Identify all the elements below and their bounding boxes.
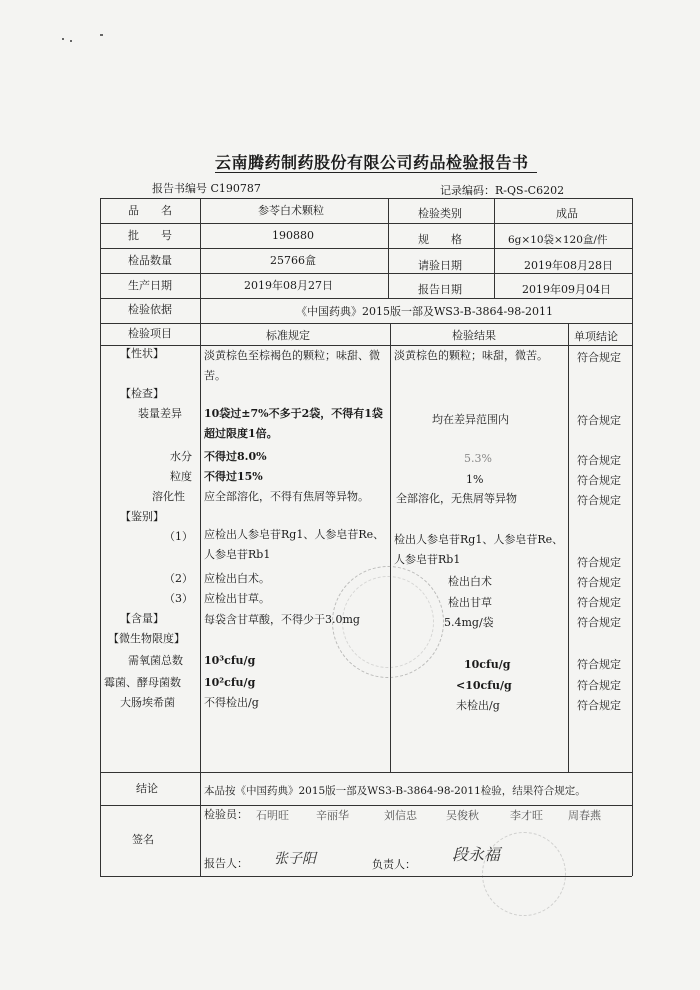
result-jb1: 检出人参皂苷Rg1、人参皂苷Re、人参皂苷Rb1 (394, 533, 564, 566)
result-xingzhuang: 淡黄棕色的颗粒；味甜，微苦。 (394, 349, 548, 362)
result-shuifen: 5.3% (464, 452, 492, 465)
result-jb3: 检出甘草 (448, 596, 492, 609)
reporter-label: 报告人： (204, 857, 248, 870)
conclusion-lidu: 符合规定 (577, 474, 621, 487)
standard-hanliang: 每袋含甘草酸，不得少于3.0mg (204, 613, 360, 626)
result-dachang: 未检出/g (456, 699, 500, 712)
conclusion-zhuangliang: 符合规定 (577, 414, 621, 427)
scan-speck (100, 34, 103, 36)
conclusion-label: 结论 (136, 782, 158, 795)
conclusion-shuifen: 符合规定 (577, 454, 621, 467)
signature-label: 签名 (132, 833, 154, 846)
conclusion-jb3: 符合规定 (577, 596, 621, 609)
title-underline (215, 172, 537, 173)
grid-line (568, 323, 569, 772)
table-border-top (100, 198, 632, 199)
standard-xuyang: 10³cfu/g (204, 654, 256, 667)
basis-value: 《中国药典》2015版一部及WS3-B-3864-98-2011 (296, 305, 553, 318)
result-zhuangliang: 均在差异范围内 (432, 413, 509, 426)
request-date-value: 2019年08月28日 (524, 259, 613, 272)
grid-line (100, 273, 632, 274)
grid-line (100, 298, 632, 299)
conclusion-text: 本品按《中国药典》2015版一部及WS3-B-3864-98-2011检验，结果符合规定。 (204, 785, 586, 797)
inspector-name: 李才旺 (510, 809, 543, 822)
section-weishengwu: 【微生物限度】 (108, 632, 185, 645)
standard-jb1: 应检出人参皂苷Rg1、人参皂苷Re、人参皂苷Rb1 (204, 528, 385, 561)
standard-jb3: 应检出甘草。 (204, 592, 270, 605)
item-xuyang: 需氧菌总数 (128, 654, 183, 667)
result-jb2: 检出白术 (448, 575, 492, 588)
inspectors-label: 检验员： (204, 808, 248, 821)
standard-xingzhuang: 淡黄棕色至棕褐色的颗粒；味甜、微苦。 (204, 349, 380, 382)
conclusion-jb2: 符合规定 (577, 576, 621, 589)
item-jb3: （3） (164, 592, 193, 605)
conclusion-jb1: 符合规定 (577, 556, 621, 569)
item-meijun: 霉菌、酵母菌数 (104, 676, 181, 689)
column-header-result: 检验结果 (452, 329, 496, 342)
item-rongxing: 溶化性 (152, 490, 185, 503)
inspector-name: 吴俊秋 (446, 809, 479, 822)
table-border-right (632, 198, 633, 876)
production-date-label: 生产日期 (128, 279, 172, 292)
report-number: 报告书编号 C190787 (152, 182, 261, 195)
inspector-name: 辛丽华 (316, 809, 349, 822)
standard-meijun: 10²cfu/g (204, 676, 256, 689)
item-lidu: 粒度 (170, 470, 192, 483)
spec-label: 规 格 (418, 233, 462, 246)
scan-speck (70, 40, 72, 42)
conclusion-xuyang: 符合规定 (577, 658, 621, 671)
grid-line (494, 198, 495, 298)
standard-lidu: 不得过15% (204, 470, 263, 483)
standard-zhuangliang: 10袋过±7%不多于2袋，不得有1袋超过限度1倍。 (204, 407, 383, 440)
record-number: 记录编码：R-QS-C6202 (440, 184, 565, 197)
grid-line (200, 772, 201, 876)
quantity-label: 检品数量 (128, 254, 172, 267)
document-title: 云南腾药制药股份有限公司药品检验报告书 (215, 153, 529, 172)
result-lidu: 1% (466, 473, 484, 486)
grid-line (100, 805, 632, 806)
batch-value: 190880 (272, 229, 314, 242)
basis-label: 检验依据 (128, 303, 172, 316)
inspector-name: 石明旺 (256, 809, 289, 822)
inspector-name: 刘信忠 (384, 809, 417, 822)
conclusion-meijun: 符合规定 (577, 679, 621, 692)
company-stamp (482, 832, 566, 916)
result-rongxing: 全部溶化，无焦屑等异物 (396, 492, 517, 505)
reporter-signature: 张子阳 (274, 851, 316, 867)
product-label: 品 名 (128, 204, 172, 217)
grid-line (200, 323, 201, 772)
responsible-label: 负责人： (372, 858, 416, 871)
grid-line (100, 772, 632, 773)
column-header-item: 检验项目 (128, 327, 172, 340)
responsible-signature: 段永福 (452, 845, 501, 864)
standard-dachang: 不得检出/g (204, 696, 259, 709)
result-hanliang: 5.4mg/袋 (444, 616, 494, 629)
conclusion-xingzhuang: 符合规定 (577, 351, 621, 364)
conclusion-dachang: 符合规定 (577, 699, 621, 712)
standard-jb2: 应检出白术。 (204, 572, 270, 585)
grid-line (200, 198, 201, 323)
section-jiancha: 【检查】 (120, 387, 164, 400)
section-xingzhuang: 【性状】 (120, 347, 164, 360)
column-header-conclusion: 单项结论 (574, 330, 618, 343)
section-hanliang: 【含量】 (120, 612, 164, 625)
production-date-value: 2019年08月27日 (244, 279, 333, 292)
grid-line (388, 198, 389, 298)
column-header-standard: 标准规定 (266, 329, 310, 342)
spec-value: 6g×10袋×120盒/件 (508, 234, 608, 246)
grid-line (100, 223, 632, 224)
grid-line (100, 248, 632, 249)
standard-shuifen: 不得过8.0% (204, 450, 267, 463)
item-zhuangliang: 装量差异 (138, 407, 182, 420)
report-date-value: 2019年09月04日 (522, 283, 611, 296)
item-jb1: （1） (164, 530, 193, 543)
standard-rongxing: 应全部溶化，不得有焦屑等异物。 (204, 490, 369, 503)
result-xuyang: 10cfu/g (464, 658, 511, 671)
qa-stamp-inner-ring (342, 576, 434, 668)
category-value: 成品 (556, 207, 578, 220)
result-meijun: <10cfu/g (456, 679, 512, 692)
conclusion-hanliang: 符合规定 (577, 616, 621, 629)
batch-label: 批 号 (128, 229, 172, 242)
item-dachang: 大肠埃希菌 (120, 696, 175, 709)
report-date-label: 报告日期 (418, 283, 462, 296)
grid-line (390, 323, 391, 772)
product-value: 参苓白术颗粒 (258, 204, 324, 217)
inspector-name: 周春燕 (568, 809, 601, 822)
item-shuifen: 水分 (170, 450, 192, 463)
section-jianbie: 【鉴别】 (120, 510, 164, 523)
table-border-left (100, 198, 101, 876)
grid-line (100, 323, 632, 324)
quantity-value: 25766盒 (270, 254, 316, 267)
conclusion-rongxing: 符合规定 (577, 494, 621, 507)
category-label: 检验类别 (418, 207, 462, 220)
scan-speck (62, 38, 64, 40)
item-jb2: （2） (164, 572, 193, 585)
request-date-label: 请验日期 (418, 259, 462, 272)
